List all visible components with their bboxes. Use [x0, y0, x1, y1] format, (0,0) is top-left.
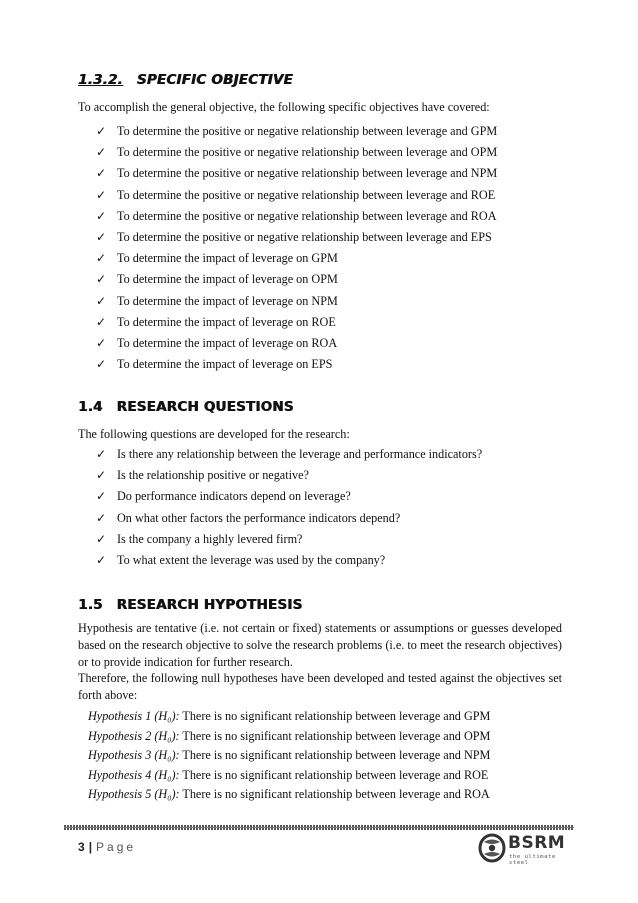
- checkmark-icon: ✓: [96, 293, 107, 308]
- checkmark-icon: ✓: [96, 447, 107, 461]
- list-item: [96, 354, 497, 375]
- list-item: [96, 333, 497, 354]
- checkmark-icon: ✓: [96, 208, 107, 223]
- footer-divider: [64, 825, 574, 830]
- list-item: [96, 185, 497, 206]
- checkmark-icon: ✓: [96, 357, 107, 372]
- hypothesis-text: There is no significant relationship between leverage and OPM: [179, 728, 491, 743]
- specific-objectives-list: [96, 121, 497, 375]
- hypothesis-label: Hypothesis 2 (H₀):: [88, 728, 180, 743]
- section-heading-research-hypothesis: [78, 597, 302, 613]
- list-item-text: Is the relationship positive or negative?: [117, 468, 309, 483]
- list-item-text: Do performance indicators depend on leverage?: [117, 489, 351, 504]
- list-item: [96, 291, 497, 312]
- hypotheses-list: [88, 707, 490, 805]
- list-item: [96, 163, 497, 184]
- specific-objective-intro: To accomplish the general objective, the following specific objectives have covered:: [78, 100, 490, 114]
- hypothesis-text: There is no significant relationship between leverage and GPM: [179, 709, 491, 723]
- list-item-text: Is the company a highly levered firm?: [117, 531, 303, 546]
- bsrm-logo-icon: [478, 833, 506, 863]
- hypothesis-label: Hypothesis 4 (H₀):: [88, 767, 180, 782]
- list-item: [96, 121, 497, 142]
- section-number: 1.3.2.: [78, 72, 123, 88]
- list-item-text: To determine the impact of leverage on ROE: [117, 314, 336, 329]
- section-number: 1.4: [78, 399, 103, 415]
- list-item-text: To determine the positive or negative relationship between leverage and GPM: [117, 124, 498, 138]
- research-questions-list: [96, 444, 482, 571]
- page-number-value: 3: [78, 840, 85, 854]
- list-item-text: To what extent the leverage was used by the company?: [117, 552, 386, 567]
- hypothesis-text: There is no significant relationship between leverage and ROE: [179, 767, 489, 782]
- list-item: [96, 227, 497, 248]
- list-item-text: To determine the positive or negative relationship between leverage and ROE: [117, 187, 496, 202]
- hypothesis-item: [88, 746, 490, 766]
- hypothesis-definition-paragraph: Hypothesis are tentative (i.e. not certain or fixed) statements or assumptions or guesses developed based on the research objective to solve the research problems (i.e. to meet the research objectives) or to provide indication for further research.: [78, 621, 562, 669]
- list-item: [96, 142, 497, 163]
- section-title: SPECIFIC OBJECTIVE: [136, 72, 293, 88]
- hypothesis-label: Hypothesis 1 (H₀):: [88, 709, 180, 723]
- list-item: [96, 312, 497, 333]
- hypothesis-label: Hypothesis 3 (H₀):: [88, 748, 180, 763]
- checkmark-icon: ✓: [96, 531, 107, 546]
- section-heading-specific-objective: [78, 72, 293, 88]
- list-item: [96, 206, 497, 227]
- checkmark-icon: ✓: [96, 229, 107, 244]
- checkmark-icon: ✓: [96, 251, 107, 266]
- hypothesis-intro-paragraph: Therefore, the following null hypotheses have been developed and tested against the objectives set forth above:: [78, 671, 562, 702]
- list-item: [96, 529, 482, 550]
- checkmark-icon: ✓: [96, 468, 107, 483]
- list-item: [96, 486, 482, 507]
- list-item-text: Is there any relationship between the leverage and performance indicators?: [117, 447, 483, 461]
- list-item: [96, 444, 482, 465]
- hypothesis-item: [88, 785, 490, 805]
- hypothesis-text: There is no significant relationship between leverage and ROA: [179, 787, 490, 802]
- checkmark-icon: ✓: [96, 552, 107, 567]
- logo-tagline: the ultimate steel: [509, 854, 556, 866]
- bsrm-logo: [478, 833, 568, 867]
- checkmark-icon: ✓: [96, 145, 107, 160]
- page-number: [78, 840, 136, 854]
- section-heading-research-questions: [78, 399, 294, 415]
- section-title: RESEARCH HYPOTHESIS: [116, 597, 303, 613]
- hypothesis-item: [88, 727, 490, 747]
- list-item: [96, 550, 482, 571]
- checkmark-icon: ✓: [96, 166, 107, 181]
- checkmark-icon: ✓: [96, 335, 107, 350]
- page-number-separator: |: [88, 840, 93, 854]
- hypothesis-text: There is no significant relationship between leverage and NPM: [179, 748, 491, 763]
- list-item-text: To determine the positive or negative relationship between leverage and EPS: [117, 229, 492, 244]
- list-item-text: To determine the positive or negative relationship between leverage and OPM: [117, 145, 498, 160]
- research-questions-intro: The following questions are developed for the research:: [78, 427, 350, 441]
- checkmark-icon: ✓: [96, 489, 107, 504]
- hypothesis-item: [88, 766, 490, 786]
- list-item: [96, 508, 482, 529]
- page-word: Page: [96, 840, 137, 854]
- checkmark-icon: ✓: [96, 187, 107, 202]
- section-number: 1.5: [78, 597, 103, 613]
- list-item-text: To determine the impact of leverage on ROA: [117, 335, 338, 350]
- section-title: RESEARCH QUESTIONS: [116, 399, 294, 415]
- list-item-text: To determine the positive or negative relationship between leverage and NPM: [117, 166, 498, 181]
- list-item: [96, 269, 497, 290]
- list-item-text: To determine the positive or negative relationship between leverage and ROA: [117, 208, 497, 223]
- checkmark-icon: ✓: [96, 272, 107, 287]
- list-item-text: On what other factors the performance indicators depend?: [117, 510, 401, 525]
- list-item-text: To determine the impact of leverage on EPS: [117, 357, 333, 372]
- hypothesis-label: Hypothesis 5 (H₀):: [88, 787, 180, 802]
- list-item: [96, 465, 482, 486]
- hypothesis-item: [88, 707, 490, 727]
- list-item: [96, 248, 497, 269]
- checkmark-icon: ✓: [96, 510, 107, 525]
- list-item-text: To determine the impact of leverage on OPM: [117, 272, 338, 287]
- checkmark-icon: ✓: [96, 314, 107, 329]
- list-item-text: To determine the impact of leverage on GPM: [117, 251, 338, 266]
- list-item-text: To determine the impact of leverage on NPM: [117, 293, 338, 308]
- checkmark-icon: ✓: [96, 124, 107, 138]
- logo-name: BSRM: [508, 833, 566, 853]
